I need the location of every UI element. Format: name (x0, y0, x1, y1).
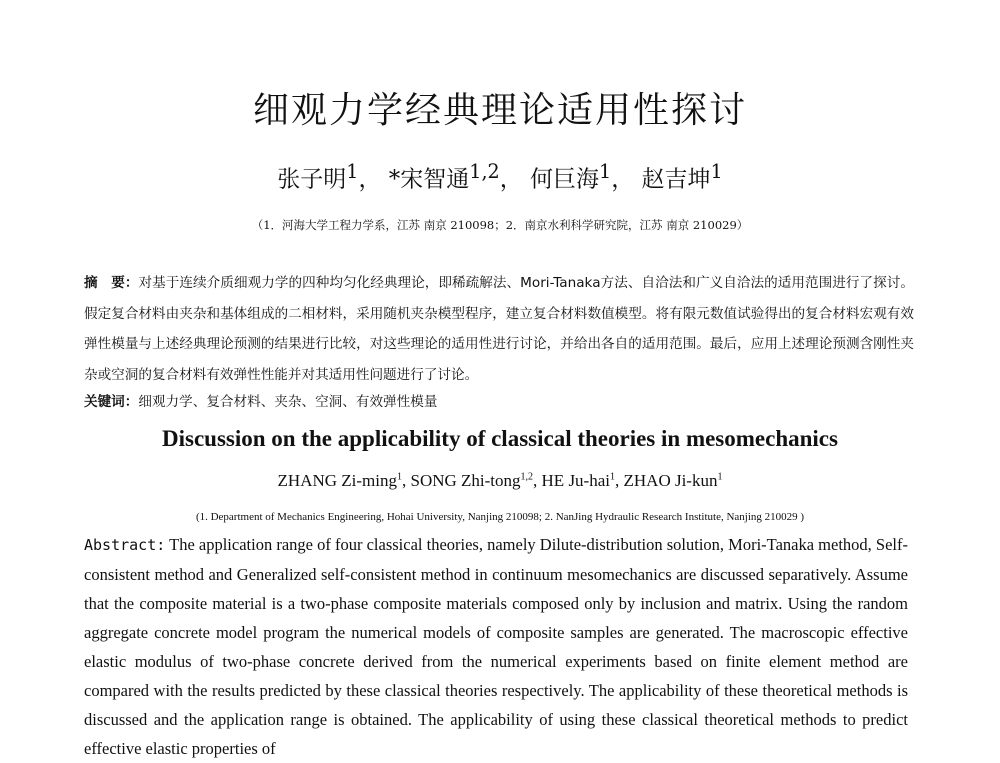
chinese-keywords (84, 390, 914, 414)
english-affiliation: (1. Department of Mechanics Engineering, Hohai University, Nanjing 210098; 2. NanJing Hydraulic Research Institute, Nanjing 210029 ) (195, 511, 805, 523)
chinese-keywords-text: 细观力学、复合材料、夹杂、空洞、有效弹性模量 (138, 394, 438, 410)
author-affil-sup: 1,2 (469, 160, 500, 183)
chinese-abstract-label: 摘 要： (84, 275, 139, 291)
english-abstract-label: Abstract: (84, 536, 166, 554)
author-name: HE Ju-hai (541, 471, 610, 490)
author-name: *宋智通 (388, 166, 470, 193)
author-affil-sup: 1 (346, 160, 359, 183)
author-separator: ， (611, 166, 635, 193)
chinese-abstract (84, 268, 914, 390)
author-separator: , (402, 471, 411, 490)
chinese-title: 细观力学经典理论适用性探讨 (252, 90, 747, 131)
author-name: 赵吉坤 (641, 166, 711, 193)
author-separator: , (533, 471, 542, 490)
author-affil-sup: 1 (599, 160, 612, 183)
chinese-keywords-label: 关键词： (84, 394, 139, 410)
author-name: ZHANG Zi-ming (277, 471, 397, 490)
author-separator: ， (358, 166, 382, 193)
author-name: SONG Zhi-tong (410, 471, 521, 490)
author-name: 张子明 (277, 166, 347, 193)
chinese-abstract-text: 对基于连续介质细观力学的四种均匀化经典理论，即稀疏解法、Mori-Tanaka方法、自洽法和广义自洽法的适用范围进行了探讨。假定复合材料由夹杂和基体组成的二相材料，采用随机夹杂模型程序，建立复合材料数值模型。将有限元数值试验得出的复合材料宏观有效弹性模量与上述经典理论预测的结果进行比较，对这些理论的适用性进行讨论，并给出各自的适用范围。最后，应用上述理论预测含刚性夹杂或空洞的复合材料有效弹性性能并对其适用性问题进行了讨论。 (84, 275, 915, 383)
english-abstract-text: The application range of four classical theories, namely Dilute-distribution solution, Mori-Tanaka method, Self-consistent method and Generalized self-consistent method in continuum mesomechanics are discussed separatively. Assume that the composite material is a two-phase composite materials composed only by inclusion and matrix. Using the random aggregate concrete model program the numerical models of composite samples are generated. The macroscopic effective elastic modulus of two-phase concrete derived from the numerical experiments based on finite element method are compared with the results predicted by these classical theories respectively. The applicability of these theoretical methods is discussed and the application range is obtained. The applicability of using these classical theoretical methods to predict effective elastic properties of (84, 535, 909, 758)
author-separator: ， (499, 166, 523, 193)
author-affil-sup: 1 (710, 160, 723, 183)
english-abstract (84, 530, 908, 763)
chinese-affiliation: （1．河海大学工程力学系，江苏 南京 210098；2．南京水利科学研究院，江苏 南京 210029） (251, 218, 749, 232)
author-affil-sup: 1 (717, 471, 723, 483)
author-affil-sup: 1 (610, 471, 615, 483)
author-name: ZHAO Ji-kun (623, 471, 718, 490)
author-name: 何巨海 (530, 166, 600, 193)
author-affil-sup: 1 (397, 471, 402, 483)
english-author-list (0, 471, 1000, 491)
chinese-author-list (0, 160, 1000, 194)
author-separator: , (615, 471, 624, 490)
english-title: Discussion on the applicability of classical theories in mesomechanics (162, 426, 838, 451)
author-affil-sup: 1,2 (520, 471, 534, 483)
